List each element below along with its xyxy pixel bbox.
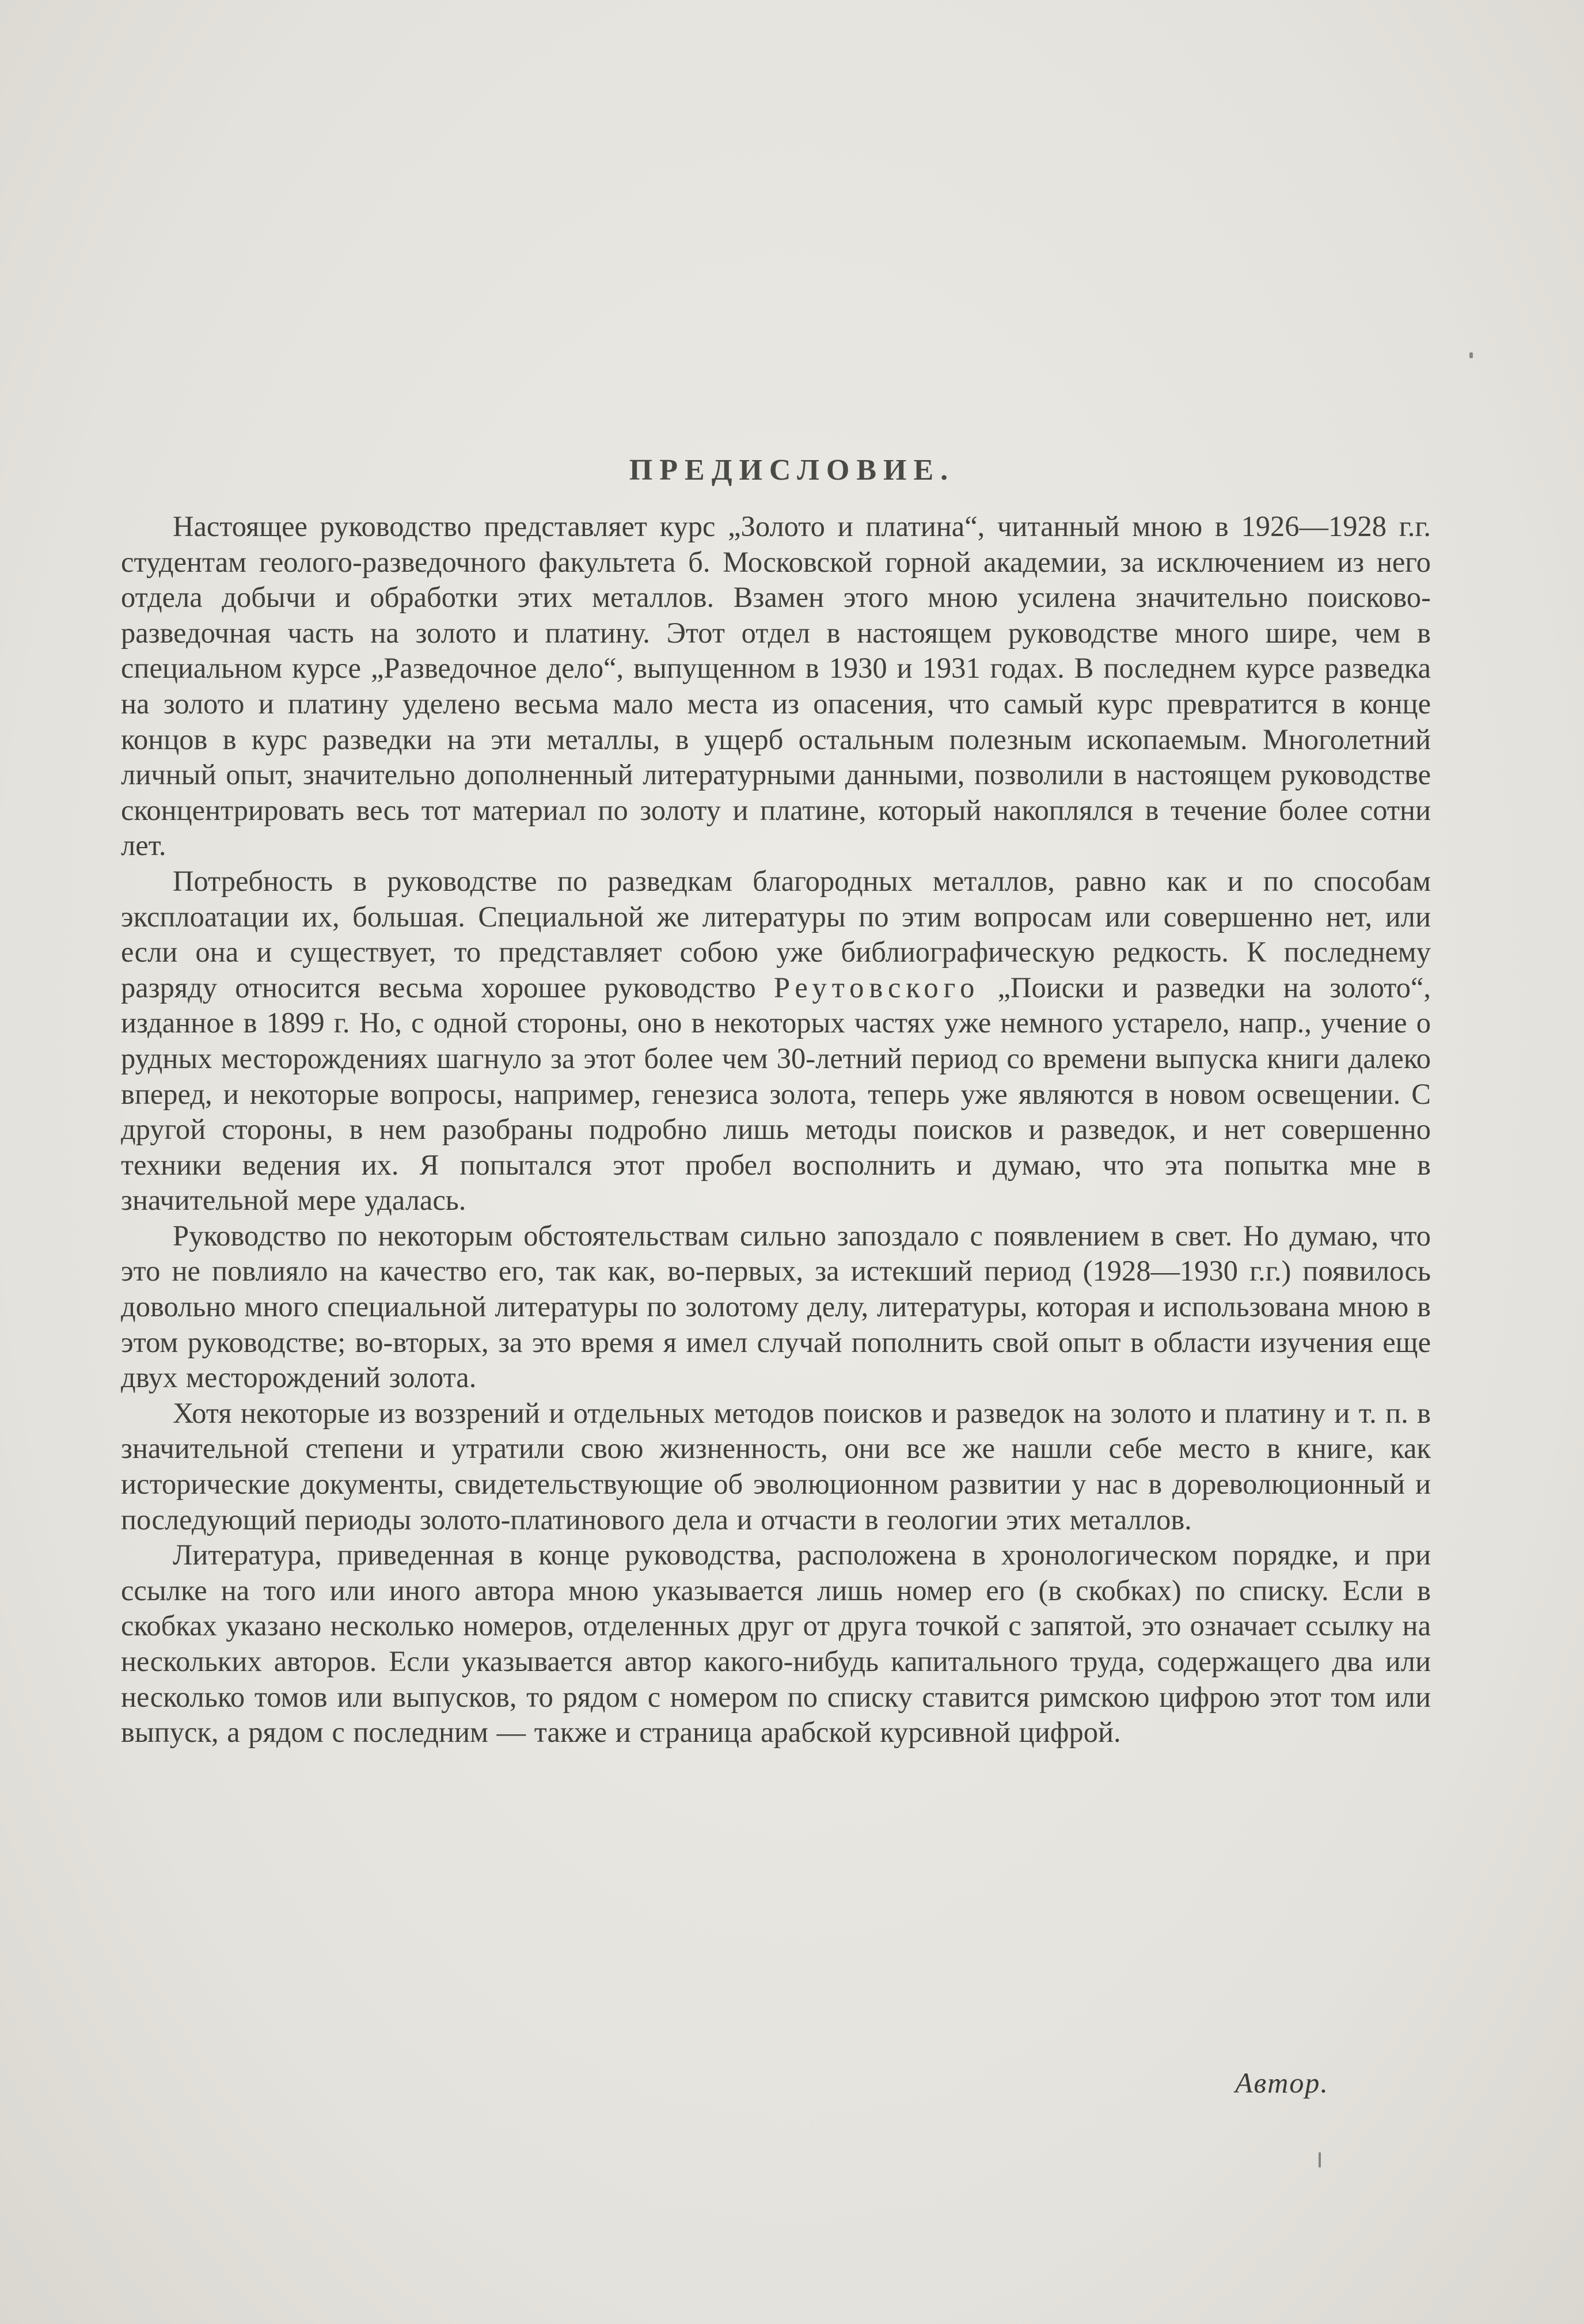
- paragraph-2: [121, 864, 1431, 1218]
- paragraph-2-start: Потребность в руководстве по разведкам благородных металлов, равно как и по способам эксплоатации их, большая. Специальной же литературы по этим вопросам или совершенно нет, или если она и существует, то представляет собою уже библиографическую редкость. К последнему разряду относится весьма хорошее руководство: [121, 864, 1431, 1004]
- ink-speck: [1469, 352, 1473, 358]
- author-name-reutovsky: Реутовского: [773, 971, 980, 1004]
- paragraph-5: Литература, приведенная в конце руководства, расположена в хронологическом порядке, и при ссылке на того или иного автора мною указывается лишь номер его (в скобках) по списку. Если в скобках указано несколько номеров, отделенных друг от друга точкой с запятой, это означает ссылку на нескольких авторов. Если указывается автор какого-нибудь капитального труда, содержащего два или несколько томов или выпусков, то рядом с номером по списку ставится римскою цифрою этот том или выпуск, а рядом с последним — также и страница арабской курсивной цифрой.: [121, 1539, 1431, 1749]
- paragraph-1: Настоящее руководство представляет курс „Золото и платина“, читанный мною в 1926—1928 г.г. студентам геолого-разведочного факультета б. Московской горной академии, за исключением из него отдела добычи и обработки этих металлов. Взамен этого мною усилена значительно поисково-разведочная часть на золото и платину. Этот отдел в настоящем руководстве много шире, чем в специальном курсе „Разведочное дело“, выпущенном в 1930 и 1931 годах. В последнем курсе разведка на золото и платину уделено весьма мало места из опасения, что самый курс превратится в конце концов в курс разведки на эти металлы, в ущерб остальным полезным ископаемым. Многолетний личный опыт, значительно дополненный литературными данными, позволили в настоящем руководстве сконцентрировать весь тот материал по золоту и платине, который накоплялся в течение более сотни лет.: [121, 510, 1431, 862]
- signature: Автор.: [1235, 2067, 1329, 2099]
- page-title: ПРЕДИСЛОВИЕ.: [629, 453, 955, 487]
- preface-body: [121, 509, 1431, 1750]
- paragraph-4: Хотя некоторые из воззрений и отдельных методов поисков и разведок на золото и платину и т. п. в значительной степени и утратили свою жизненность, они все же нашли себе место в книге, как исторические документы, свидетельствующие об эволюционном развитии у нас в дореволюционный и последующий периоды золото-платинового дела и отчасти в геологии этих металлов.: [121, 1396, 1431, 1536]
- page-mark: [1319, 2152, 1321, 2167]
- paragraph-2-end: „Поиски и разведки на золото“, изданное в 1899 г. Но, с одной стороны, оно в некоторых частях уже немного устарело, напр., учение о рудных месторождениях шагнуло за этот более чем 30-летний период со времени выпуска книги далеко вперед, и некоторые вопросы, например, генезиса золота, теперь уже являются в новом освещении. С другой стороны, в нем разобраны подробно лишь методы поисков и разведок, и нет совершенно техники ведения их. Я попытался этот пробел восполнить и думаю, что эта попытка мне в значительной мере удалась.: [121, 971, 1431, 1217]
- paragraph-3: Руководство по некоторым обстоятельствам сильно запоздало с появлением в свет. Но думаю, что это не повлияло на качество его, так как, во-первых, за истекший период (1928—1930 г.г.) появилось довольно много специальной литературы по золотому делу, литературы, которая и использована мною в этом руководстве; во-вторых, за это время я имел случай пополнить свой опыт в области изучения еще двух месторождений золота.: [121, 1219, 1431, 1394]
